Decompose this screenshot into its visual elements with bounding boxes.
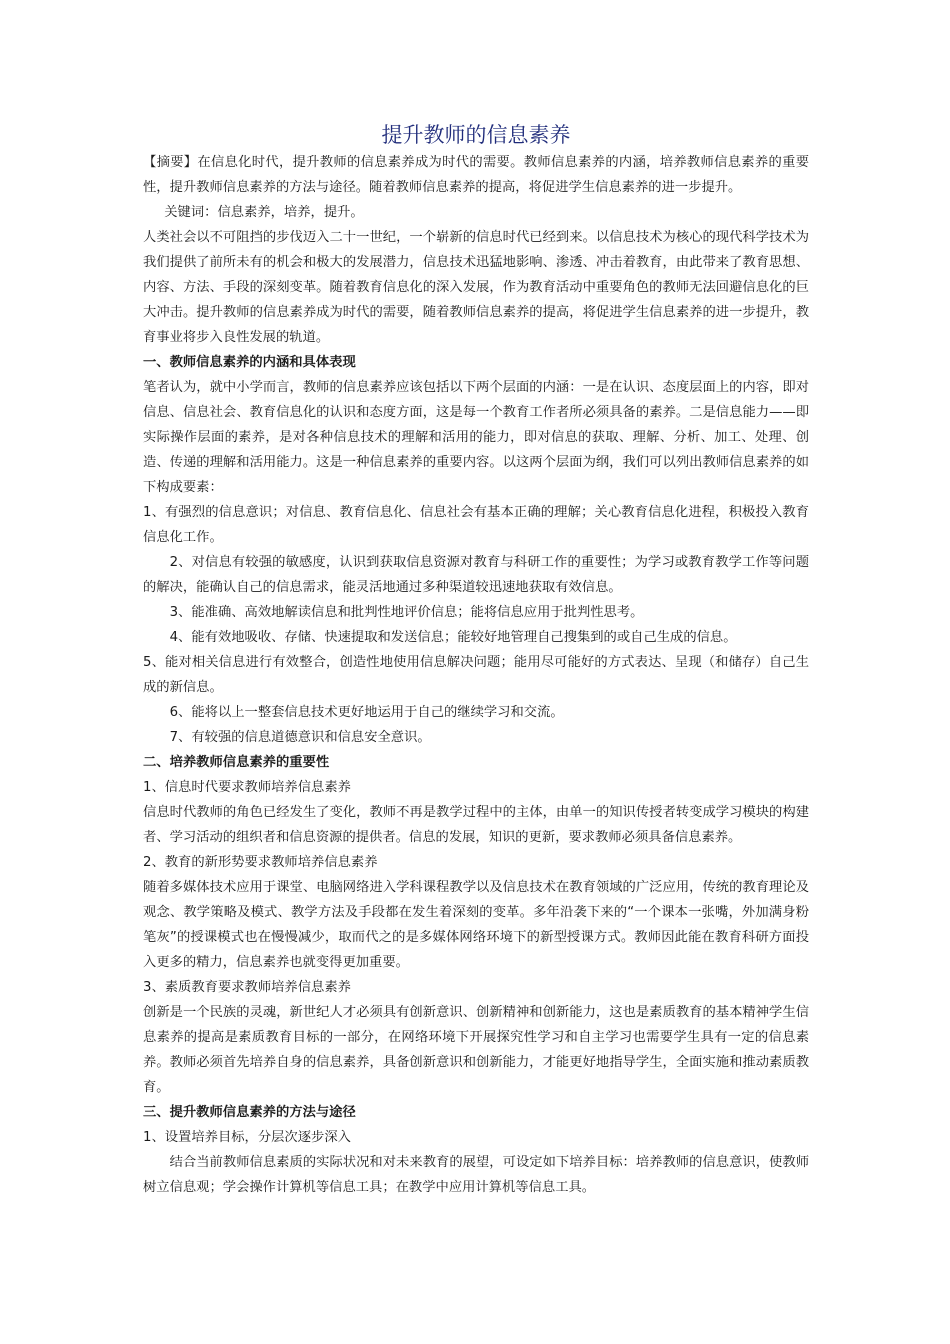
section-heading-1: 一、教师信息素养的内涵和具体表现 [143, 355, 356, 370]
list-item-3: 3、能准确、高效地解读信息和批判性地评价信息；能将信息应用于批判性思考。 [169, 605, 644, 620]
list-item-6: 6、能将以上一整套信息技术更好地运用于自己的继续学习和交流。 [169, 705, 564, 720]
list-item-2: 2、对信息有较强的敏感度，认识到获取信息资源对教育与科研工作的重要性；为学习或教育教学工作等问题的解决，能确认自己的信息需求，能灵活地通过多种渠道较迅速地获取有效信息。 [143, 555, 809, 595]
list-item-5: 5、能对相关信息进行有效整合，创造性地使用信息解决问题；能用尽可能好的方式表达、呈现（和储存）自己生成的新信息。 [143, 655, 809, 695]
subheading-2-1: 1、信息时代要求教师培养信息素养 [143, 780, 351, 795]
list-item-7: 7、有较强的信息道德意识和信息安全意识。 [169, 730, 431, 745]
section2-paragraph-1: 信息时代教师的角色已经发生了变化，教师不再是教学过程中的主体，由单一的知识传授者转变成学习模块的构建者、学习活动的组织者和信息资源的提供者。信息的发展，知识的更新，要求教师必须具备信息素养。 [143, 805, 809, 845]
keywords: 关键词：信息素养，培养，提升。 [164, 205, 364, 220]
section2-paragraph-2: 随着多媒体技术应用于课堂、电脑网络进入学科课程教学以及信息技术在教育领域的广泛应用，传统的教育理论及观念、教学策略及模式、教学方法及手段都在发生着深刻的变革。多年沿袭下来的“一个课本一张嘴，外加满身粉笔灰”的授课模式也在慢慢减少，取而代之的是多媒体网络环境下的新型授课方式。教师因此能在教育科研方面投入更多的精力，信息素养也就变得更加重要。 [143, 880, 809, 970]
subheading-2-3: 3、素质教育要求教师培养信息素养 [143, 980, 351, 995]
section1-paragraph: 笔者认为，就中小学而言，教师的信息素养应该包括以下两个层面的内涵：一是在认识、态度层面上的内容，即对信息、信息社会、教育信息化的认识和态度方面，这是每一个教育工作者所必须具备的素养。二是信息能力——即实际操作层面的素养，是对各种信息技术的理解和活用的能力，即对信息的获取、理解、分析、加工、处理、创造、传递的理解和活用能力。这是一种信息素养的重要内容。以这两个层面为纲，我们可以列出教师信息素养的如下构成要素： [143, 380, 809, 495]
subheading-3-1: 1、设置培养目标，分层次逐步深入 [143, 1130, 351, 1145]
list-item-4: 4、能有效地吸收、存储、快速提取和发送信息；能较好地管理自己搜集到的或自己生成的信息。 [169, 630, 737, 645]
subheading-2-2: 2、教育的新形势要求教师培养信息素养 [143, 855, 378, 870]
section-heading-2: 二、培养教师信息素养的重要性 [143, 755, 330, 770]
section2-paragraph-3: 创新是一个民族的灵魂，新世纪人才必须具有创新意识、创新精神和创新能力，这也是素质教育的基本精神学生信息素养的提高是素质教育目标的一部分，在网络环境下开展探究性学习和自主学习也需要学生具有一定的信息素养。教师必须首先培养自身的信息素养，具备创新意识和创新能力，才能更好地指导学生，全面实施和推动素质教育。 [143, 1005, 809, 1095]
abstract: 【摘要】在信息化时代，提升教师的信息素养成为时代的需要。教师信息素养的内涵，培养教师信息素养的重要性，提升教师信息素养的方法与途径。随着教师信息素养的提高，将促进学生信息素养的进一步提升。 [143, 155, 809, 195]
document-body [143, 120, 809, 1200]
list-item-1: 1、有强烈的信息意识；对信息、教育信息化、信息社会有基本正确的理解；关心教育信息化进程，积极投入教育信息化工作。 [143, 505, 809, 545]
section3-paragraph-1: 结合当前教师信息素质的实际状况和对未来教育的展望，可设定如下培养目标：培养教师的信息意识，使教师树立信息观；学会操作计算机等信息工具；在教学中应用计算机等信息工具。 [143, 1155, 809, 1195]
page-title: 提升教师的信息素养 [381, 123, 571, 147]
intro-paragraph: 人类社会以不可阻挡的步伐迈入二十一世纪，一个崭新的信息时代已经到来。以信息技术为核心的现代科学技术为我们提供了前所未有的机会和极大的发展潜力，信息技术迅猛地影响、渗透、冲击着教育，由此带来了教育思想、内容、方法、手段的深刻变革。随着教育信息化的深入发展，作为教育活动中重要角色的教师无法回避信息化的巨大冲击。提升教师的信息素养成为时代的需要，随着教师信息素养的提高，将促进学生信息素养的进一步提升，教育事业将步入良性发展的轨道。 [143, 230, 809, 345]
section-heading-3: 三、提升教师信息素养的方法与途径 [143, 1105, 356, 1120]
